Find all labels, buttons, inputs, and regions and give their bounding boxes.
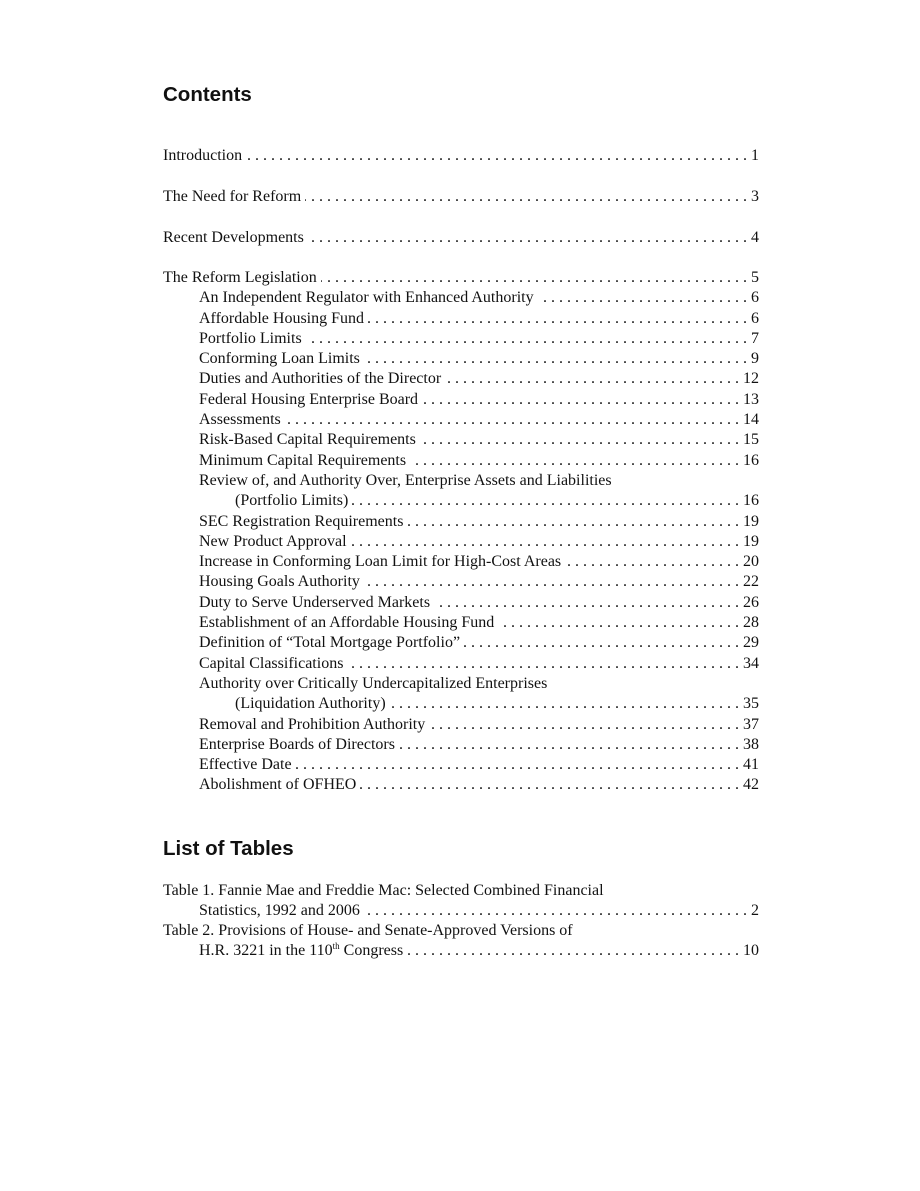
toc-subentry[interactable] <box>163 309 759 329</box>
toc-subentry[interactable] <box>163 512 759 532</box>
toc-subentry-title: Capital Classifications <box>199 654 344 672</box>
toc-subentry-review-line1[interactable]: Review of, and Authority Over, Enterprise Assets and Liabilities <box>199 471 612 489</box>
dot-leader <box>407 512 739 532</box>
toc-subentry[interactable] <box>163 755 759 775</box>
toc-subentry-page: 16 <box>743 451 759 469</box>
dot-leader <box>347 654 739 674</box>
dot-leader <box>352 491 739 511</box>
toc-entry-need-for-reform[interactable] <box>163 187 759 207</box>
dot-leader <box>296 755 739 775</box>
toc-subentry[interactable] <box>163 654 759 674</box>
dot-leader <box>364 572 739 592</box>
toc-entry-title: The Reform Legislation <box>163 269 317 286</box>
toc-subentry-page: 7 <box>751 329 759 347</box>
toc-entry-introduction[interactable] <box>163 146 759 166</box>
toc-subentry-title: Affordable Housing Fund <box>199 309 365 327</box>
toc-reform-section <box>163 268 759 796</box>
toc-subentry-title: SEC Registration Requirements <box>199 512 404 530</box>
toc-subentry-title: Effective Date <box>199 756 292 774</box>
dot-leader <box>434 593 739 613</box>
toc-table-title: Statistics, 1992 and 2006 <box>199 902 360 920</box>
toc-table-page: 2 <box>751 902 759 920</box>
toc-subentry-page: 26 <box>743 593 759 611</box>
toc-entry-page: 4 <box>751 229 759 246</box>
dot-leader <box>420 430 739 450</box>
toc-subentry[interactable] <box>163 390 759 410</box>
toc-subentry-liquidation-line2[interactable] <box>163 694 759 714</box>
toc-entry-title: Introduction <box>163 147 243 164</box>
dot-leader <box>464 633 739 653</box>
dot-leader <box>498 613 739 633</box>
table-2-caption-line2 <box>163 941 759 961</box>
toc-subentry-page: 35 <box>743 695 759 713</box>
dot-leader <box>538 288 747 308</box>
toc-subentry-review-line2[interactable] <box>163 491 759 511</box>
toc-subentry-title: Assessments <box>199 411 281 429</box>
dot-leader <box>410 451 739 471</box>
toc-subentry-page: 38 <box>743 735 759 753</box>
toc-subentry-title: Establishment of an Affordable Housing Fund <box>199 614 495 632</box>
toc-subentry-page: 6 <box>751 289 759 307</box>
toc-subentry-page: 20 <box>743 553 759 571</box>
toc-subentry-page: 19 <box>743 532 759 550</box>
toc-subentry[interactable] <box>163 775 759 795</box>
toc-subentry-page: 34 <box>743 654 759 672</box>
dot-leader <box>246 146 747 166</box>
contents-heading: Contents <box>163 83 252 106</box>
dot-leader <box>429 715 739 735</box>
toc-subentry-title: Increase in Conforming Loan Limit for High-Cost Areas <box>199 553 562 571</box>
toc-subentry-liquidation-line1[interactable]: Authority over Critically Undercapitalized Enterprises <box>199 674 548 692</box>
toc-entry-page: 1 <box>751 147 759 164</box>
table-2-caption-line1: Table 2. Provisions of House- and Senate-Approved Versions of <box>163 922 573 939</box>
toc-subentry-title: Definition of “Total Mortgage Portfolio” <box>199 634 461 652</box>
dot-leader <box>407 941 739 961</box>
toc-subentry-title: Portfolio Limits <box>199 329 302 347</box>
toc-subentry[interactable] <box>163 735 759 755</box>
toc-subentry[interactable] <box>163 613 759 633</box>
toc-entry-title: The Need for Reform <box>163 188 302 205</box>
toc-subentry-title: Minimum Capital Requirements <box>199 451 407 469</box>
toc-subentry-title: Housing Goals Authority <box>199 573 360 591</box>
toc-subentry-page: 6 <box>751 309 759 327</box>
dot-leader <box>364 349 747 369</box>
toc-subentry-title: Duties and Authorities of the Director <box>199 370 442 388</box>
toc-subentry-title: Risk-Based Capital Requirements <box>199 431 416 449</box>
toc-entry-page: 5 <box>751 269 759 286</box>
dot-leader <box>364 901 747 921</box>
toc-table-2[interactable] <box>163 921 759 962</box>
toc-subentry[interactable] <box>163 593 759 613</box>
dot-leader <box>390 694 739 714</box>
list-of-tables-heading: List of Tables <box>163 837 294 860</box>
toc-subentry[interactable] <box>163 532 759 552</box>
toc-subentry-page: 42 <box>743 776 759 794</box>
toc-subentry-title: New Product Approval <box>199 532 347 550</box>
dot-leader <box>308 228 747 248</box>
toc-subentry-title: Federal Housing Enterprise Board <box>199 390 419 408</box>
toc-subentry[interactable] <box>163 572 759 592</box>
toc-entry-title: Recent Developments <box>163 229 304 246</box>
toc-subentry[interactable] <box>163 633 759 653</box>
toc-subentry-page: 28 <box>743 614 759 632</box>
dot-leader <box>321 268 747 288</box>
toc-subentry-page: 29 <box>743 634 759 652</box>
toc-subentry-title: An Independent Regulator with Enhanced Authority <box>199 289 534 307</box>
toc-subentry[interactable] <box>163 329 759 349</box>
dot-leader <box>285 410 739 430</box>
dot-leader <box>351 532 739 552</box>
toc-table-1[interactable] <box>163 881 759 922</box>
toc-subentry-page: 37 <box>743 715 759 733</box>
toc-subentry-page: 16 <box>743 492 759 510</box>
toc-subentry-page: 12 <box>743 370 759 388</box>
toc-entry-page: 3 <box>751 188 759 205</box>
dot-leader <box>399 735 739 755</box>
table-1-caption-line2 <box>163 901 759 921</box>
toc-subentry-title: Removal and Prohibition Authority <box>199 715 426 733</box>
toc-subentry-page: 19 <box>743 512 759 530</box>
toc-subentry-page: 9 <box>751 350 759 368</box>
toc-subentry-page: 13 <box>743 390 759 408</box>
dot-leader <box>360 775 739 795</box>
dot-leader <box>368 309 747 329</box>
dot-leader <box>305 187 747 207</box>
dot-leader <box>422 390 739 410</box>
toc-subentry-page: 15 <box>743 431 759 449</box>
toc-subentry-title: (Liquidation Authority) <box>235 695 386 713</box>
toc-subentry[interactable] <box>163 552 759 572</box>
dot-leader <box>565 552 739 572</box>
table-2-title-suffix: Congress <box>339 942 404 960</box>
toc-table-page: 10 <box>743 942 759 960</box>
toc-subentry-page: 22 <box>743 573 759 591</box>
toc-subentry[interactable] <box>163 430 759 450</box>
toc-subentry-title: Duty to Serve Underserved Markets <box>199 593 431 611</box>
toc-subentry[interactable] <box>163 715 759 735</box>
table-2-title-superscript: th <box>332 941 340 952</box>
toc-entry-reform-legislation[interactable] <box>163 268 759 288</box>
toc-subentry-title: Enterprise Boards of Directors <box>199 735 395 753</box>
toc-subentry-page: 41 <box>743 756 759 774</box>
toc-entry-recent-developments[interactable] <box>163 228 759 248</box>
toc-subentry[interactable] <box>163 451 759 471</box>
toc-table-title <box>199 941 403 961</box>
dot-leader <box>445 369 739 389</box>
toc-subentry-page: 14 <box>743 411 759 429</box>
dot-leader <box>306 329 747 349</box>
toc-subentry[interactable] <box>163 369 759 389</box>
toc-subentry-title: Conforming Loan Limits <box>199 350 360 368</box>
toc-subentry[interactable] <box>163 349 759 369</box>
table-1-caption-line1: Table 1. Fannie Mae and Freddie Mac: Selected Combined Financial <box>163 882 604 899</box>
toc-subentry[interactable] <box>163 288 759 308</box>
toc-subentry-title: (Portfolio Limits) <box>235 492 349 510</box>
toc-subentry[interactable] <box>163 410 759 430</box>
toc-subentry-title: Abolishment of OFHEO <box>199 776 357 794</box>
table-2-title-prefix: H.R. 3221 in the 110 <box>199 942 333 960</box>
